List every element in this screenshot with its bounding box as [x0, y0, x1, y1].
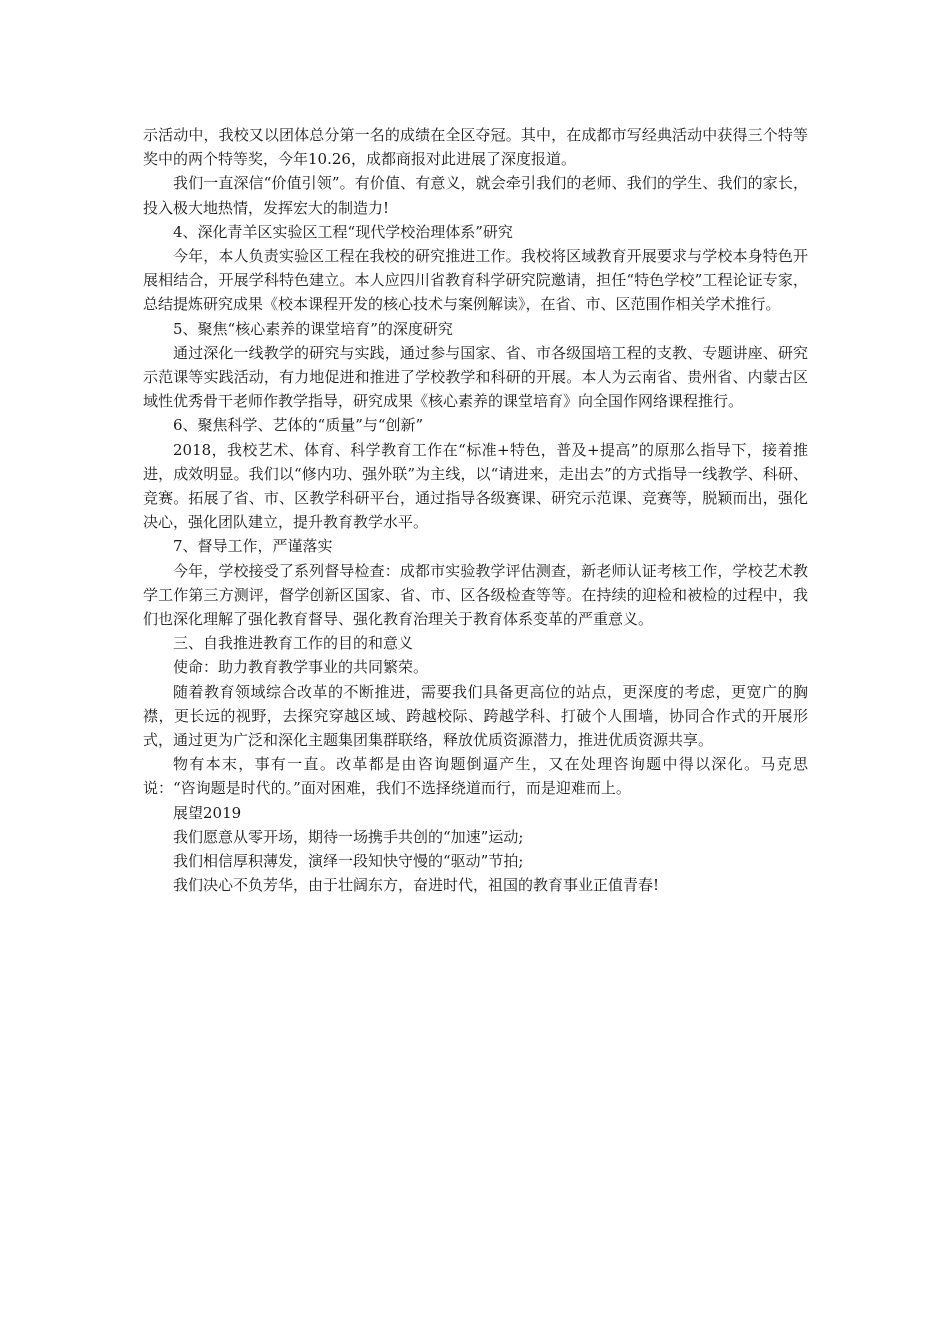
paragraph-marx-quote: 物有本末，事有一直。改革都是由咨询题倒逼产生，又在处理咨询题中得以深化。马克思说：“咨询题是时代的。”面对困难，我们不选择绕道而行，而是迎难而上。	[143, 755, 808, 798]
heading-item-6: 6、聚焦科学、艺体的“质量”与“创新”	[173, 416, 424, 435]
paragraph-outlook-line-3: 我们决心不负芳华，由于壮阔东方，奋进时代，祖国的教育事业正值青春!	[173, 876, 660, 895]
heading-item-4: 4、深化青羊区实验区工程“现代学校治理体系”研究	[173, 222, 513, 241]
document-body	[143, 123, 808, 898]
paragraph-outlook-line-2: 我们相信厚积薄发，演绎一段知快守慢的“驱动”节拍;	[173, 852, 524, 871]
paragraph-mission: 使命：助力教育教学事业的共同繁荣。	[173, 658, 429, 677]
paragraph-value-guidance: 我们一直深信“价值引领”。有价值、有意义，就会牵引我们的老师、我们的学生、我们的家长，投入极大地热情，发挥宏大的制造力!	[143, 174, 808, 217]
paragraph-item-6-body: 2018，我校艺术、体育、科学教育工作在“标准+特色，普及+提高”的原那么指导下，接着推进，成效明显。我们以“修内功、强外联”为主线，以“请进来，走出去”的方式指导一线教学、科研、竞赛。拓展了省、市、区教学科研平台，通过指导各级赛课、研究示范课、竞赛等，脱颖而出，强化决心，强化团队建立，提升教育教学水平。	[143, 440, 808, 532]
heading-item-5: 5、聚焦“核心素养的课堂培育”的深度研究	[173, 319, 453, 338]
paragraph-reform: 随着教育领域综合改革的不断推进，需要我们具备更高位的站点，更深度的考虑，更宽广的胸襟，更长远的视野，去探究穿越区域、跨越校际、跨越学科、打破个人围墙，协同合作式的开展形式，通过更为广泛和深化主题集团集群联络，释放优质资源潜力，推进优质资源共享。	[143, 682, 808, 750]
paragraph-competition-results: 示活动中，我校又以团体总分第一名的成绩在全区夺冠。其中，在成都市写经典活动中获得三个特等奖中的两个特等奖，今年10.26，成都商报对此进展了深度报道。	[143, 126, 808, 169]
heading-outlook-2019: 展望2019	[173, 803, 242, 822]
paragraph-item-5-body: 通过深化一线教学的研究与实践，通过参与国家、省、市各级国培工程的支教、专题讲座、研究示范课等实践活动，有力地促进和推进了学校教学和科研的开展。本人为云南省、贵州省、内蒙古区域性优秀骨干老师作教学指导，研究成果《核心素养的课堂培育》向全国作网络课程推行。	[143, 343, 808, 411]
paragraph-item-7-body: 今年，学校接受了系列督导检查：成都市实验教学评估测查，新老师认证考核工作，学校艺术教学工作第三方测评，督学创新区国家、省、市、区各级检查等等。在持续的迎检和被检的过程中，我们也深化理解了强化教育督导、强化教育治理关于教育体系变革的严重意义。	[143, 561, 808, 629]
heading-item-7: 7、督导工作，严谨落实	[173, 537, 333, 556]
heading-section-3: 三、自我推进教育工作的目的和意义	[173, 634, 414, 653]
paragraph-outlook-line-1: 我们愿意从零开场，期待一场携手共创的“加速”运动;	[173, 827, 524, 846]
paragraph-item-4-body: 今年，本人负责实验区工程在我校的研究推进工作。我校将区域教育开展要求与学校本身特色开展相结合，开展学科特色建立。本人应四川省教育科学研究院邀请，担任“特色学校”工程论证专家，总结提炼研究成果《校本课程开发的核心技术与案例解读》，在省、市、区范围作相关学术推行。	[143, 247, 808, 314]
